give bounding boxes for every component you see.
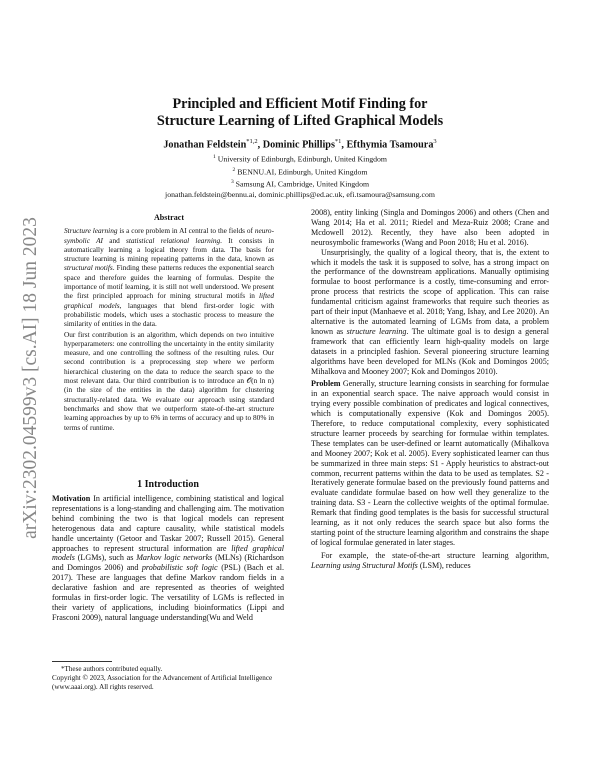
author-emails: jonathan.feldstein@bennu.ai, dominic.phillips@ed.ac.uk, efi.tsamoura@samsung.com	[165, 189, 435, 199]
author-2-sup: *1	[334, 138, 342, 145]
equal-contribution-note: *These authors contributed equally.	[61, 665, 163, 673]
affiliation-2: $^2$ BENNU.AI, Edinburgh, United Kingdom	[232, 166, 368, 177]
abstract	[64, 213, 274, 432]
title-line-1: Principled and Efficient Motif Finding for	[172, 96, 428, 112]
affiliation-1: $^1$ University of Edinburgh, Edinburgh, United Kingdom	[213, 154, 387, 164]
motivation-paragraph: Motivation In artificial intelligence, combining statistical and logical representations is a long-standing and challenging aim. The motivation behind combining the two is that logical models can represent heterogenous data and capture causality, while statistical models handle uncertainty (Getoor and Taskar 2007; Russell 2015). General approaches to represent structural information are lifted graphical models (LGMs), such as Markov logic networks (MLNs) (Richardson and Domingos 2006) and probabilistic soft logic (PSL) (Bach et al. 2017). These are languages that define Markov random fields in a declarative fashion and are represented as theories of weighted formulas in first-order logic. The versatility of LGMs is reflected in their variety of applications, including bioinformatics (Lippi and Frasconi 2009), natural language understanding(Wu and Weld	[52, 494, 284, 622]
author-3-sup: 3	[433, 138, 437, 145]
affiliation-3: $^3$ Samsung AI, Cambridge, United Kingdom	[230, 179, 370, 189]
arxiv-stamp	[6, 178, 46, 578]
author-1-sup: *1,2	[246, 138, 258, 145]
footnote	[52, 661, 284, 692]
affiliations	[0, 152, 600, 200]
abstract-heading: Abstract	[153, 213, 185, 222]
title-line-2: Structure Learning of Lifted Graphical Models	[156, 113, 444, 129]
paper-title	[0, 96, 600, 130]
footnote-rule	[52, 661, 112, 662]
author-2: Dominic Phillips	[262, 139, 335, 151]
arxiv-stamp-text: arXiv:2302.04599v3 [cs.AI] 18 Jun 2023	[20, 217, 41, 539]
copyright-note: Copyright © 2023, Association for the Advancement of Artificial Intelligence (www.aaai.org). All rights reserved.	[52, 673, 273, 691]
intro-continuation: 2008), entity linking (Singla and Domingos 2006) and others (Chen and Wang 2014; Ha et al. 2011; Riedel and Meza-Ruiz 2008; Crane and Mcdowell 2012). Recently, they have also been adopted in neurosymbolic frameworks (Wang and Poon 2018; Hu et al. 2016).	[311, 208, 549, 247]
section-heading-introduction: 1 Introduction	[137, 479, 199, 490]
introduction-left-column	[52, 494, 284, 623]
author-1: Jonathan Feldstein	[163, 139, 247, 151]
author-3: Efthymia Tsamoura	[346, 139, 434, 151]
quality-paragraph: Unsurprisingly, the quality of a logical theory, that is, the extent to which it models the task it is supposed to solve, has a strong impact on the performance of the downstream applications. Manually optimising formulae to boost performance is a costly, time-consuming and error-prone process that restricts the scope of application. This can raise fundamental criticism against frameworks that require such theories as part of their input (Manhaeve et al. 2018; Yang, Ishay, and Lee 2020). An alternative is the automated learning of LGMs from data, a problem known as structure learning. The ultimate goal is to design a general framework that can efficiently learn high-quality models on large datasets in a principled fashion. Several pioneering structure learning algorithms have been developed for MLNs (Kok and Domingos 2005; Mihalkova and Mooney 2007; Kok and Domingos 2010).	[311, 247, 549, 376]
abstract-paragraph-2: Our first contribution is an algorithm, which depends on two intuitive hyperparameters: one controlling the uncertainty in the entity similarity measure, and one controlling the softness of the resulting rules. Our second contribution is a preprocessing step where we perform hierarchical clustering on the data to reduce the search space to the most relevant data. Our third contribution is to introduce an 𝒪(n ln n) (in the size of the entities in the data) algorithm for clustering structurally-related data. We evaluate our approach using standard benchmarks and show that we outperform state-of-the-art structure learning approaches by up to 6% in terms of accuracy and up to 80% in terms of runtime.	[64, 329, 274, 432]
example-paragraph: For example, the state-of-the-art structure learning algorithm, Learning using Structural Motifs (LSM), reduces	[311, 550, 549, 570]
abstract-paragraph-1: Structure learning is a core problem in AI central to the fields of neuro-symbolic AI and statistical relational learning. It consists in automatically learning a logical theory from data. The basis for structure learning is mining repeating patterns in the data, known as structural motifs. Finding these patterns reduces the exponential search space and therefore guides the learning of formulas. Despite the importance of motif learning, it is still not well understood. We present the first principled approach for mining structural motifs in lifted graphical models, languages that blend first-order logic with probabilistic models, which uses a stochastic process to measure the similarity of entities in the data.	[64, 226, 274, 329]
right-column	[311, 208, 549, 571]
author-list: Jonathan Feldstein$^{*1,2}$, Dominic Phillips$^{*1}$, Efthymia Tsamoura$^3$	[163, 138, 437, 151]
problem-paragraph: Problem Generally, structure learning consists in searching for formulae in an exponential search space. The naive approach would consist in trying every possible combination of predicates and logical connectives, which is computationally expensive (Kok and Domingos 2005). Therefore, to reduce computational complexity, every sophisticated structure learner proceeds by searching for formulae within templates. These templates can be user-defined or learnt automatically (Mihalkova and Mooney 2007; Kok et al. 2005). Every sophisticated learner can thus be summarized in three main steps: S1 - Apply heuristics to abstract-out common, recurrent patterns within the data to be used as templates. S2 - Iteratively generate formulae based on the previously found patterns and evaluate candidate formulae based on how well they generalize to the training data. S3 - Learn the collective weights of the optimal formulae. Remark that finding good templates is the basis for successful structural learning, as it not only reduces the search space but also forms the starting point of the structure learning algorithm and constrains the shape of logical formulae generated in later stages.	[311, 379, 549, 547]
